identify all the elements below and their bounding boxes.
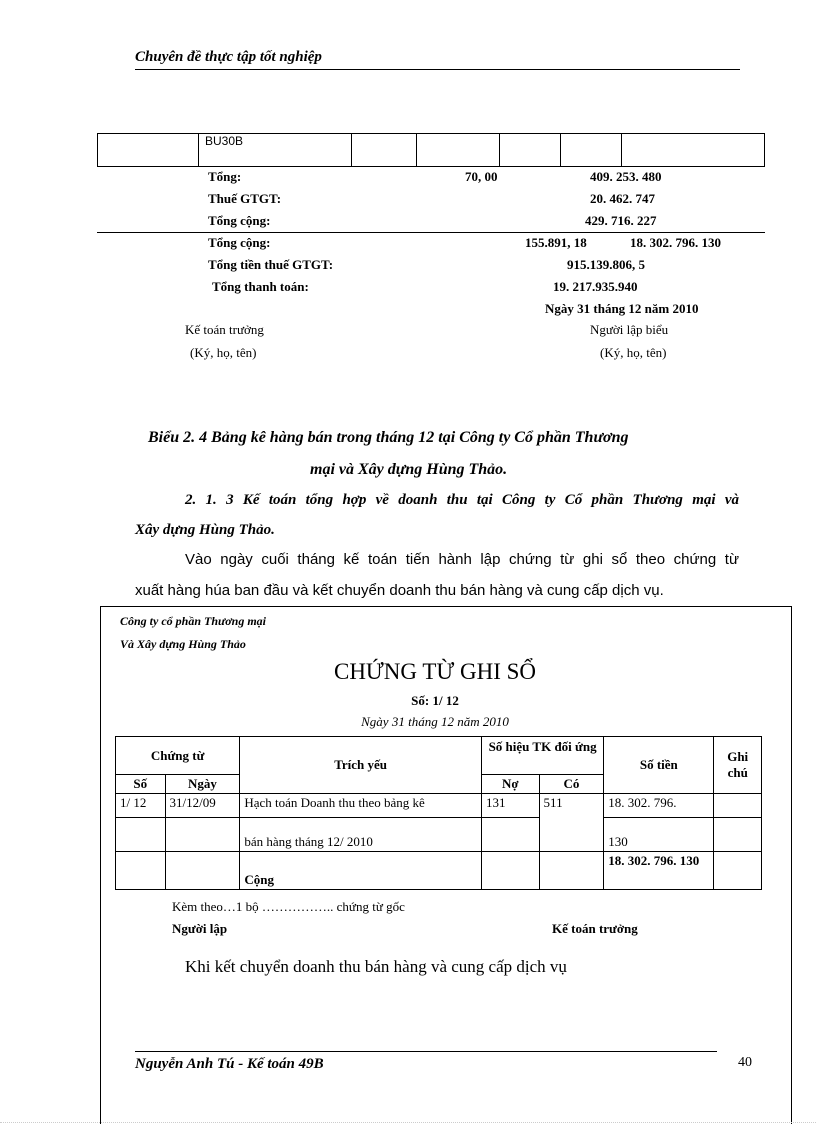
- row1-trich-yeu: Hạch toán Doanh thu theo bảng kê: [240, 794, 482, 818]
- table-cell: [622, 134, 765, 167]
- header-chung-tu: Chứng từ: [116, 737, 240, 775]
- figure-caption-line2: mại và Xây dựng Hùng Thảo.: [310, 461, 508, 478]
- footer-rule: [135, 1051, 717, 1052]
- header-rule: [135, 69, 740, 70]
- total-amount: 409. 253. 480: [590, 169, 662, 184]
- header-so-hieu-tk: Số hiệu TK đối ứng: [481, 737, 603, 775]
- table-cell: [352, 134, 417, 167]
- vat-amount: 20. 462. 747: [590, 191, 655, 206]
- attachment-note: Kèm theo…1 bộ …………….. chứng từ gốc: [172, 899, 405, 914]
- page-header-title: Chuyên đề thực tập tốt nghiệp: [135, 49, 322, 65]
- preparer-title: Người lập biểu: [590, 322, 669, 337]
- company-name-line1: Công ty cổ phần Thương mại: [120, 614, 266, 628]
- signature-date: Ngày 31 tháng 12 năm 2010: [545, 301, 699, 316]
- totals-divider: [97, 232, 765, 233]
- row2-ghi-chu: [714, 818, 762, 852]
- footer-author: Nguyễn Anh Tú - Kế toán 49B: [135, 1056, 324, 1072]
- grand-total-label: Tổng cộng:: [208, 235, 271, 250]
- total-ngay: [165, 852, 240, 890]
- payment-label: Tổng thanh toán:: [212, 279, 309, 294]
- chief-accountant-label: Kế toán trưởng: [552, 921, 638, 936]
- row1-so-tien: 18. 302. 796.: [604, 794, 714, 818]
- body-paragraph-line1: Vào ngày cuối tháng kế toán tiến hành lập chứng từ ghi sổ theo chứng từ: [185, 551, 739, 568]
- row1-ngay: 31/12/09: [165, 794, 240, 818]
- body-paragraph-line2: xuất hàng húa ban đầu và kết chuyển doanh thu bán hàng và cung cấp dịch vụ.: [135, 582, 664, 599]
- subtotal-label: Tổng cộng:: [208, 213, 271, 228]
- grand-vat-label: Tổng tiền thuế GTGT:: [208, 257, 334, 272]
- total-no: [481, 852, 539, 890]
- row1-so: 1/ 12: [116, 794, 166, 818]
- row1-ghi-chu: [714, 794, 762, 818]
- header-no: Nợ: [481, 775, 539, 794]
- payment-amount: 19. 217.935.940: [553, 279, 638, 294]
- header-trich-yeu: Trích yếu: [240, 737, 482, 794]
- table-cell: [500, 134, 561, 167]
- preparer-label: Người lập: [172, 921, 228, 936]
- row1-no: 131: [481, 794, 539, 818]
- row1-co: 511: [539, 794, 604, 852]
- section-heading-line2: Xây dựng Hùng Thảo.: [135, 522, 275, 538]
- total-amount-cell: 18. 302. 796. 130: [604, 852, 714, 890]
- header-ghi-chu: Ghi chú: [714, 737, 762, 794]
- voucher-number: Số: 1/ 12: [411, 693, 459, 708]
- row2-so-tien: 130: [604, 818, 714, 852]
- table-total-row: [116, 852, 762, 890]
- grand-total-amount: 18. 302. 796. 130: [630, 235, 721, 250]
- table-header-row: [116, 737, 762, 775]
- figure-caption-line1: Biểu 2. 4 Bảng kê hàng bán trong tháng 12 tại Công ty Cổ phần Thương: [148, 429, 629, 446]
- header-so: Số: [116, 775, 166, 794]
- grand-total-quantity: 155.891, 18: [525, 235, 587, 250]
- total-co: [539, 852, 604, 890]
- row2-ngay: [165, 818, 240, 852]
- grand-vat-amount: 915.139.806, 5: [567, 257, 645, 272]
- voucher-table: [115, 736, 762, 890]
- table-cell: [561, 134, 622, 167]
- sales-list-table: [97, 133, 765, 167]
- transfer-note: Khi kết chuyển doanh thu bán hàng và cung cấp dịch vụ: [185, 957, 567, 976]
- table-cell: BU30B: [199, 134, 352, 167]
- voucher-date: Ngày 31 tháng 12 năm 2010: [361, 714, 509, 729]
- header-so-tien: Số tiền: [604, 737, 714, 794]
- table-row: [116, 818, 762, 852]
- header-co: Có: [539, 775, 604, 794]
- total-quantity: 70, 00: [465, 169, 498, 184]
- chief-accountant-title: Kế toán trưởng: [185, 322, 264, 337]
- voucher-title: CHỨNG TỪ GHI SỔ: [333, 659, 537, 684]
- total-ghi-chu: [714, 852, 762, 890]
- total-so: [116, 852, 166, 890]
- vat-label: Thuế GTGT:: [208, 191, 282, 206]
- table-cell: [98, 134, 199, 167]
- chief-accountant-sign-note: (Ký, họ, tên): [190, 345, 257, 360]
- row2-no: [481, 818, 539, 852]
- page-number: 40: [738, 1055, 752, 1070]
- row2-so: [116, 818, 166, 852]
- row2-trich-yeu: bán hàng tháng 12/ 2010: [240, 818, 482, 852]
- total-label-cell: Cộng: [240, 852, 482, 890]
- header-ngay: Ngày: [165, 775, 240, 794]
- total-label: Tổng:: [208, 169, 242, 184]
- section-heading-line1: 2. 1. 3 Kế toán tổng hợp về doanh thu tại Công ty Cổ phần Thương mại và: [185, 492, 739, 508]
- table-cell: [417, 134, 500, 167]
- table-row: [98, 134, 765, 167]
- company-name-line2: Và Xây dựng Hùng Thảo: [120, 637, 246, 651]
- subtotal-amount: 429. 716. 227: [585, 213, 657, 228]
- table-row: [116, 794, 762, 818]
- preparer-sign-note: (Ký, họ, tên): [600, 345, 667, 360]
